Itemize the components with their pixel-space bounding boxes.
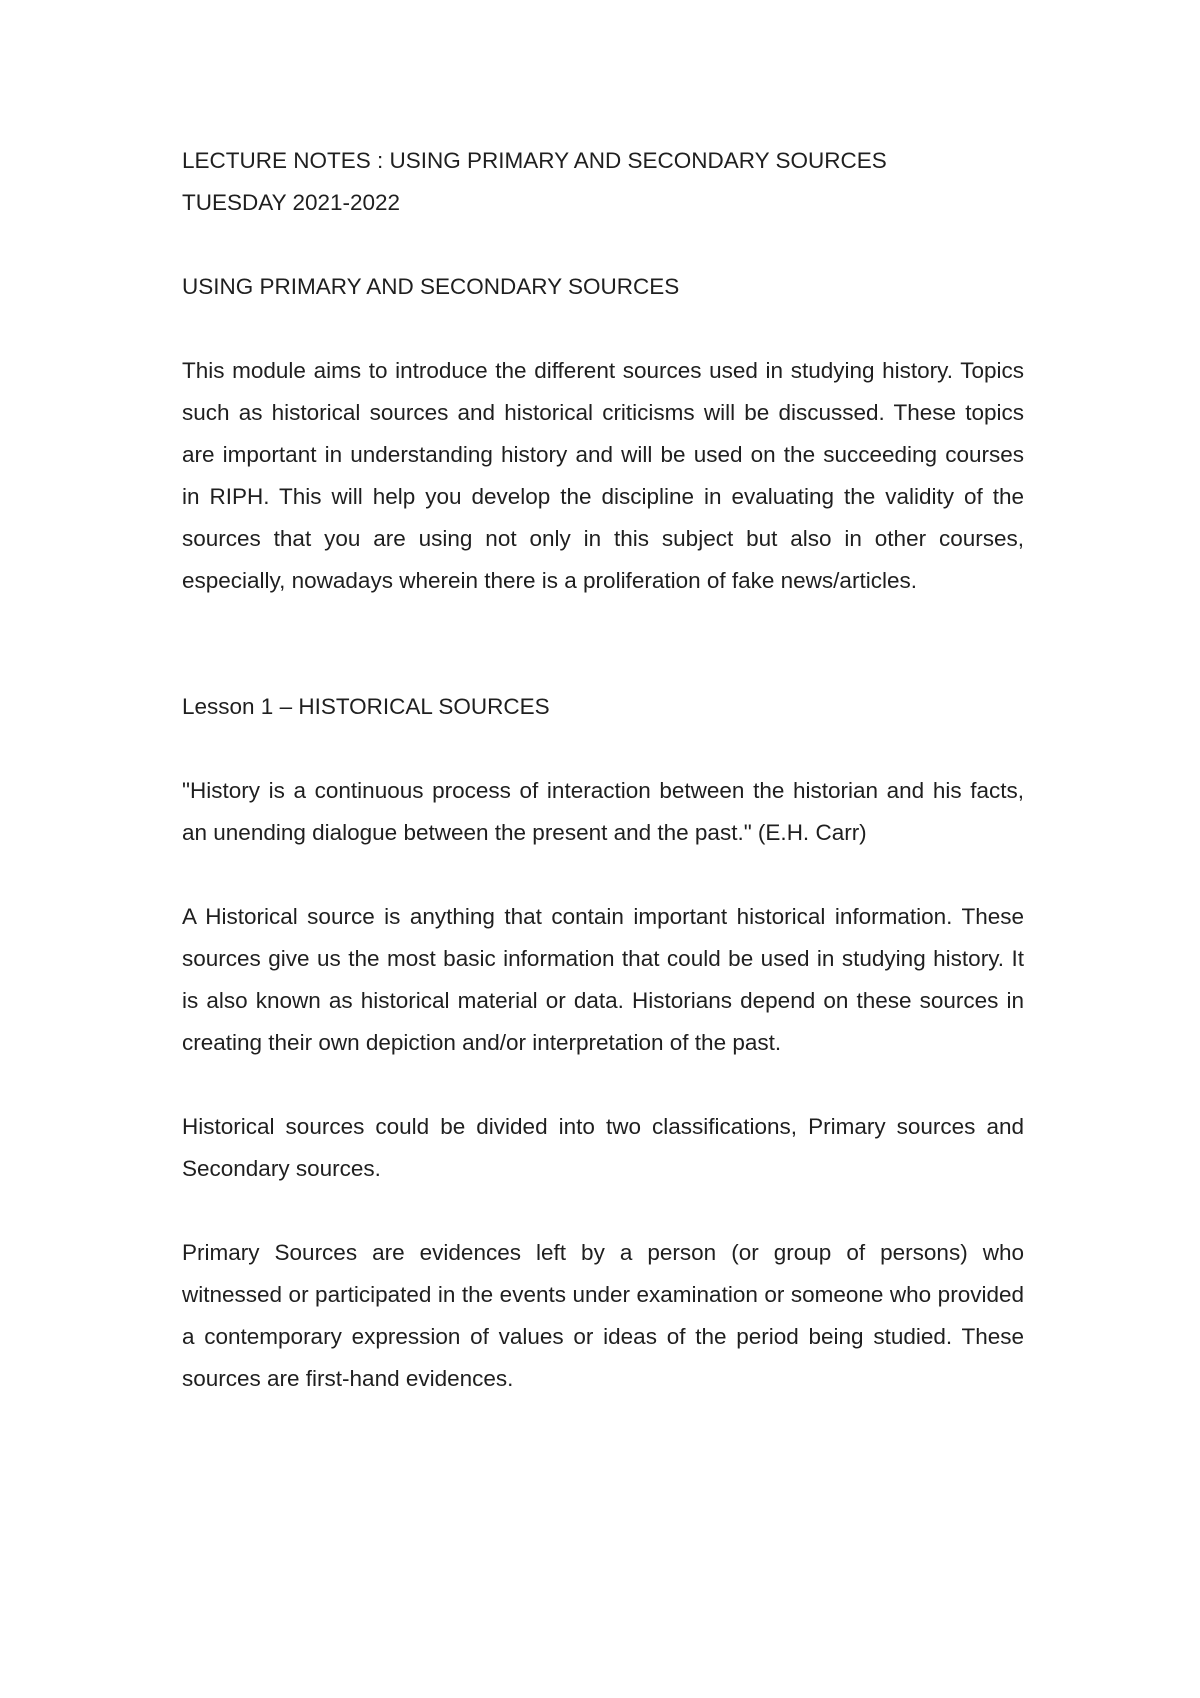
intro-paragraph: This module aims to introduce the different sources used in studying history. Topics such as historical sources and historical criticisms will be discussed. These topics are important in understanding history and will be used on the succeeding courses in RIPH. This will help you develop the discipline in evaluating the validity of the sources that you are using not only in this subject but also in other courses, especially, nowadays wherein there is a proliferation of fake news/articles. [182, 358, 1024, 593]
header-line-1: LECTURE NOTES : USING PRIMARY AND SECONDARY SOURCES [182, 148, 887, 173]
definition-paragraph: A Historical source is anything that contain important historical information. These sources give us the most basic information that could be used in studying history. It is also known as historical material or data. Historians depend on these sources in creating their own depiction and/or interpretation of the past. [182, 904, 1024, 1055]
spacer [182, 308, 1024, 350]
spacer [182, 854, 1024, 896]
document-body [182, 140, 1024, 1400]
primary-sources-paragraph: Primary Sources are evidences left by a person (or group of persons) who witnessed or participated in the events under examination or someone who provided a contemporary expression of values or ideas of the period being studied. These sources are first-hand evidences. [182, 1240, 1024, 1391]
classification-paragraph: Historical sources could be divided into two classifications, Primary sources and Secondary sources. [182, 1114, 1024, 1181]
spacer [182, 602, 1024, 686]
spacer [182, 728, 1024, 770]
spacer [182, 1190, 1024, 1232]
spacer [182, 224, 1024, 266]
header-line-2: TUESDAY 2021-2022 [182, 190, 401, 215]
spacer [182, 1064, 1024, 1106]
module-title: USING PRIMARY AND SECONDARY SOURCES [182, 274, 680, 299]
quote-paragraph: "History is a continuous process of interaction between the historian and his facts, an unending dialogue between the present and the past." (E.H. Carr) [182, 778, 1024, 845]
lesson-heading: Lesson 1 – HISTORICAL SOURCES [182, 694, 550, 719]
